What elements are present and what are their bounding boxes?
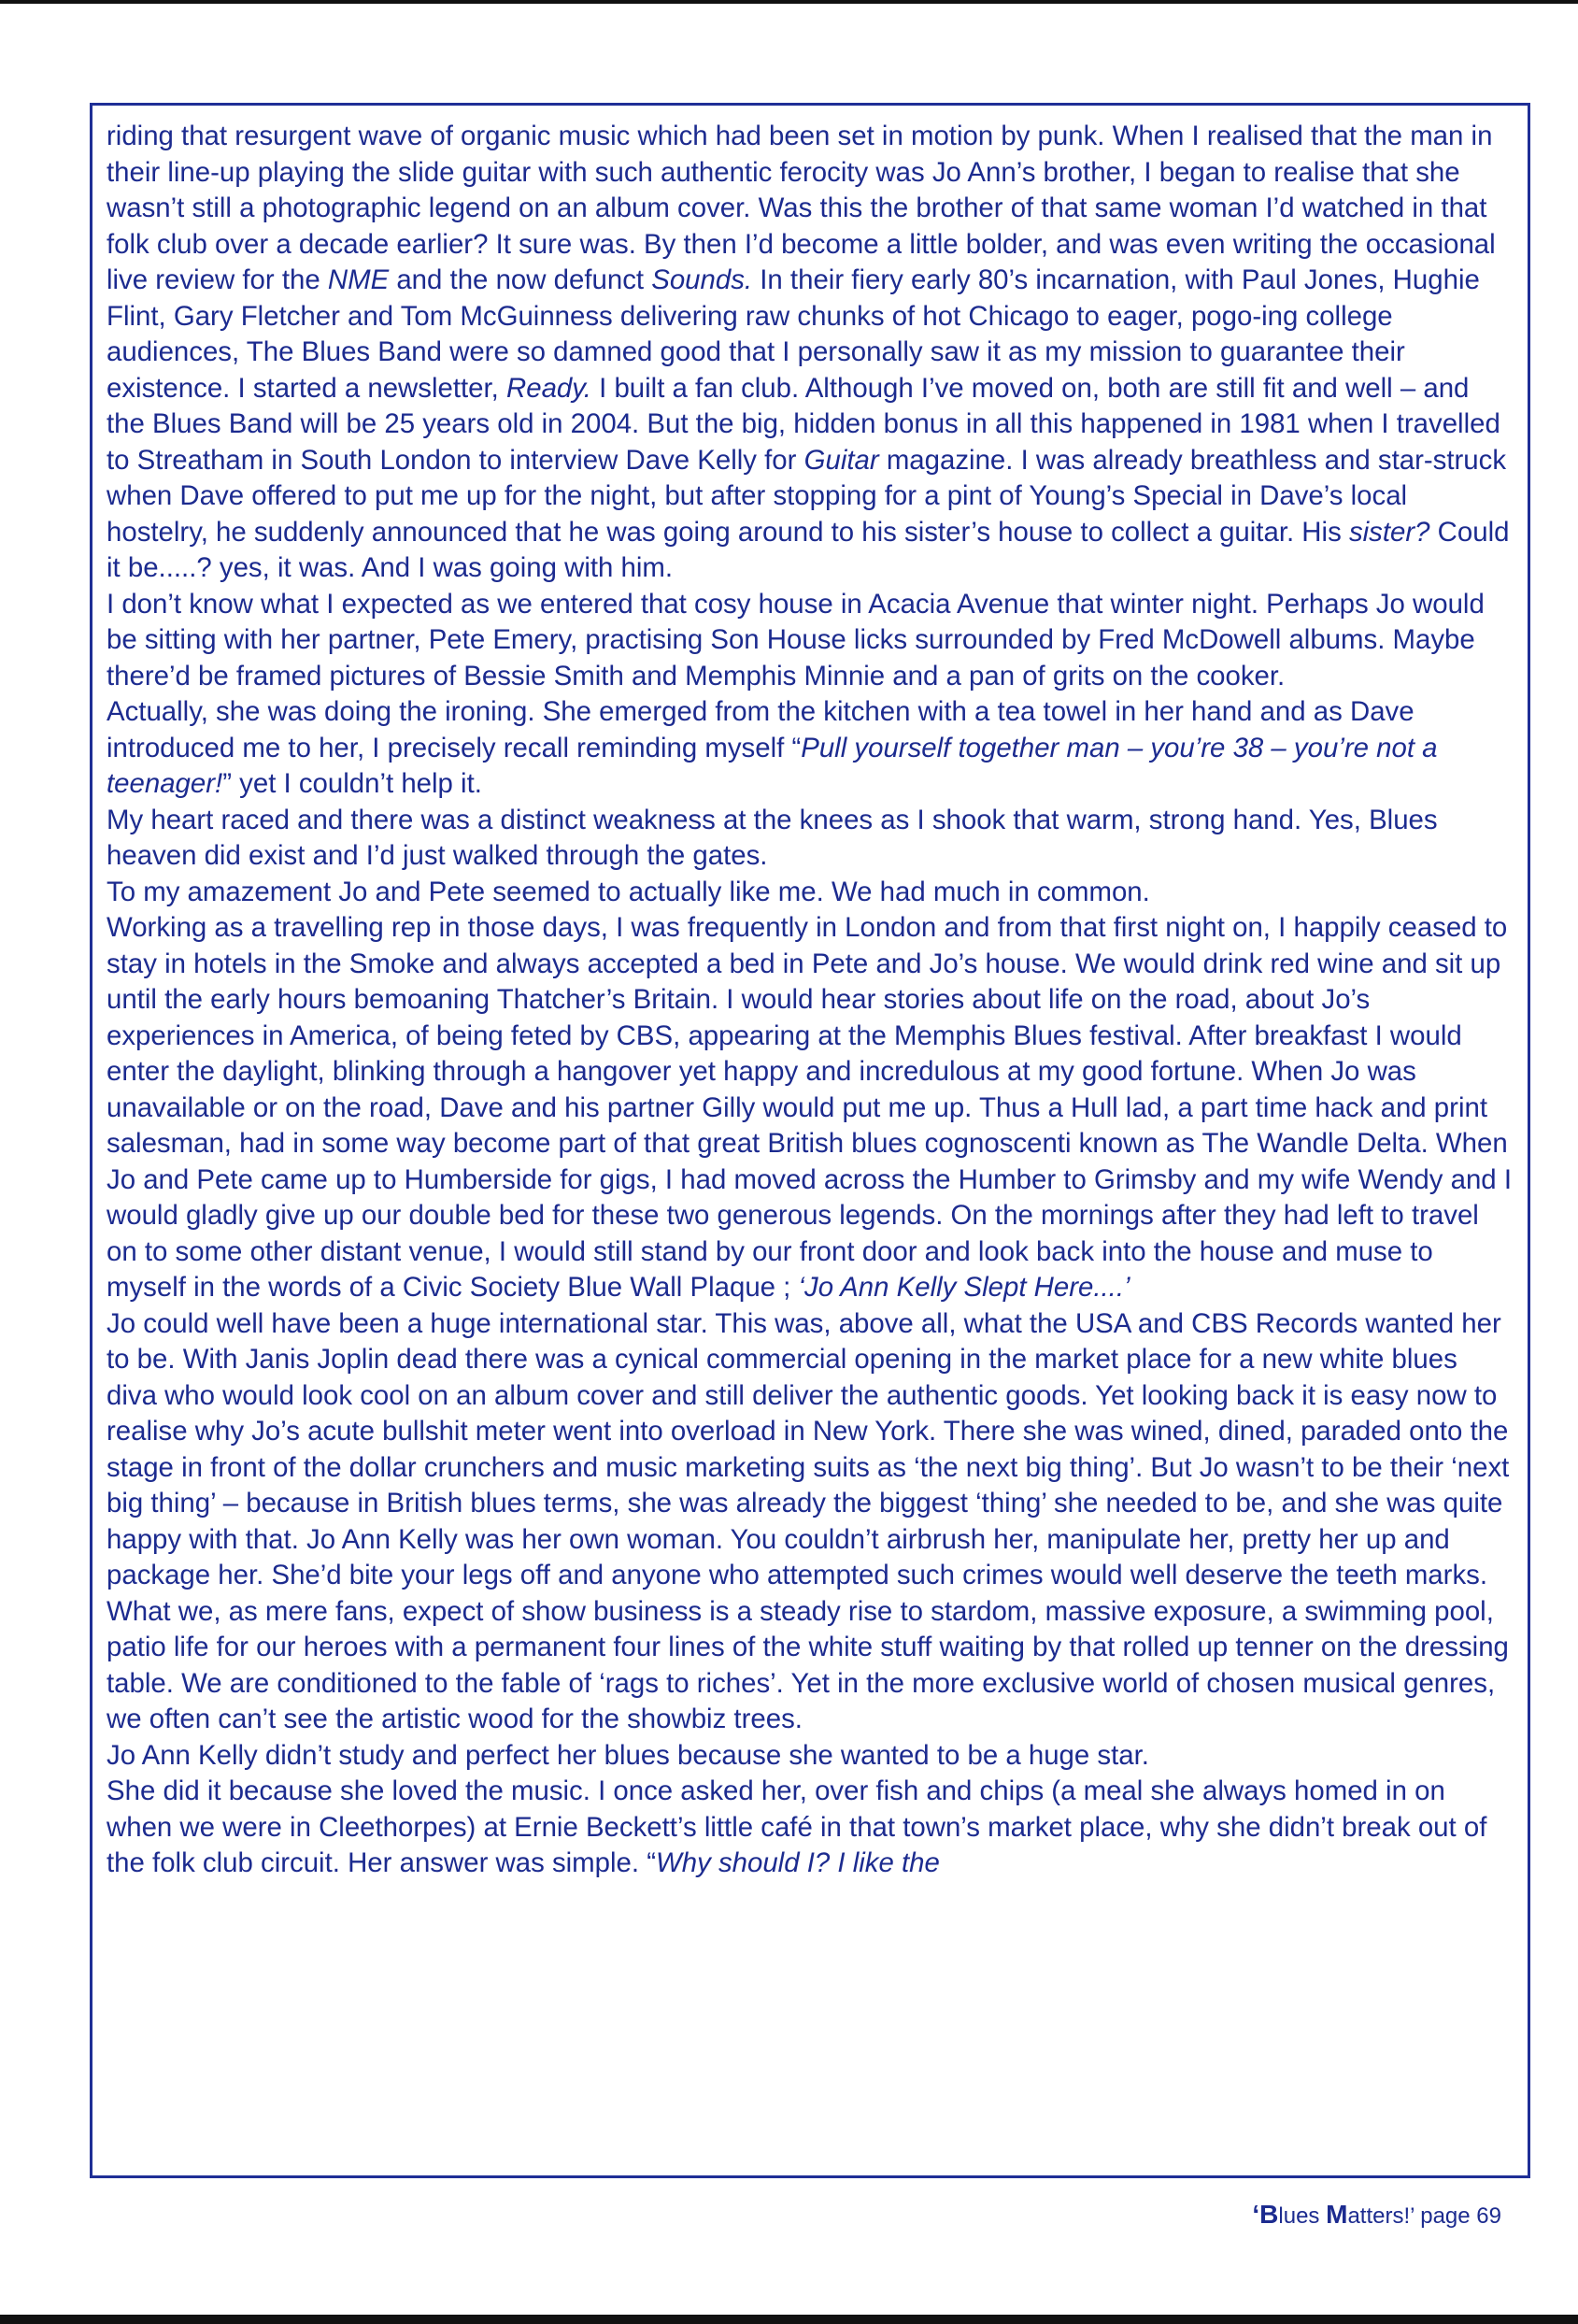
article-paragraph — [107, 1738, 1513, 1775]
article-paragraph — [107, 587, 1513, 695]
italic-text: Pull yourself together man – you’re 38 – you’re not a teenager! — [107, 732, 1438, 799]
italic-text: Guitar — [803, 444, 879, 476]
text-run: To my amazement Jo and Pete seemed to actually like me. We had much in common. — [107, 876, 1150, 907]
text-run: Jo Ann Kelly didn’t study and perfect her blues because she wanted to be a huge star. — [107, 1739, 1149, 1771]
text-run: My heart raced and there was a distinct weakness at the knees as I shook that warm, strong hand. Yes, Blues heaven did exist and I’d just walked through the gates. — [107, 804, 1438, 871]
article-paragraph — [107, 1774, 1513, 1882]
article-paragraph — [107, 694, 1513, 803]
text-run: Jo could well have been a huge international star. This was, above all, what the USA and CBS Records wanted her to be. With Janis Joplin dead there was a cynical commercial opening in the market place for a new white blues diva who would look cool on an album cover and still deliver the authentic goods. Yet looking back it is easy now to realise why Jo’s acute bullshit meter went into overload in New York. There she was wined, dined, paraded onto the stage in front of the dollar crunchers and music marketing suits as ‘the next big thing’. But Jo wasn’t to be their ‘next big thing’ – because in British blues terms, she was already the biggest ‘thing’ she needed to be, and she was quite happy with that. Jo Ann Kelly was her own woman. You couldn’t airbrush her, manipulate her, pretty her up and package her. She’d bite your legs off and anyone who attempted such crimes would well deserve the teeth marks. — [107, 1307, 1510, 1590]
text-run: In their fiery early 80’s incarnation, with Paul Jones, Hughie Flint, Gary Fletcher and Tom McGuinness delivering raw chunks of hot Chicago to eager, pogo-ing college audiences, The Blues Band were so damned good that I personally saw it as my mission to guarantee their existence. I started a newsletter, — [107, 264, 1480, 404]
text-run: Actually, she was doing the ironing. She emerged from the kitchen with a tea towel in her hand and as Dave introduced me to her, I precisely recall reminding myself “ — [107, 696, 1415, 763]
text-run: riding that resurgent wave of organic music which had been set in motion by punk. When I realised that the man in their line-up playing the slide guitar with such authentic ferocity was Jo Ann’s brother, I began to realise that she wasn’t still a photographic legend on an album cover. Was this the brother of that same woman I’d watched in that folk club over a decade earlier? It sure was. By then I’d become a little bolder, and was even writing the occasional live review for the — [107, 121, 1496, 295]
text-run: ” yet I couldn’t help it. — [222, 768, 482, 799]
footer-page-label: atters!’ page 69 — [1347, 2203, 1501, 2229]
article-paragraph — [107, 1594, 1513, 1738]
footer-quote: ‘ — [1252, 2200, 1260, 2229]
text-run: I built a fan club. Although I’ve moved on, both are still fit and well – and the Blues Band will be 25 years old in 2004. But the big, hidden bonus in all this happened in 1981 when I travelled to Streatham in South London to interview Dave Kelly for — [107, 372, 1500, 476]
text-run: What we, as mere fans, expect of show business is a steady rise to stardom, massive exposure, a swimming pool, patio life for our heroes with a permanent four lines of the white stuff waiting by that rolled up tenner on the dressing table. We are conditioned to the fable of ‘rags to riches’. Yet in the more exclusive world of chosen musical genres, we often can’t see the artistic wood for the showbiz trees. — [107, 1595, 1509, 1734]
footer-lues: lues — [1278, 2203, 1327, 2229]
text-run: Working as a travelling rep in those days, I was frequently in London and from that first night on, I happily ceased to stay in hotels in the Smoke and always accepted a bed in Pete and Jo’s house. We would drink red wine and sit up until the early hours bemoaning Thatcher’s Britain. I would hear stories about life on the road, about Jo’s experiences in America, of being feted by CBS, appearing at the Memphis Blues festival. After breakfast I would enter the daylight, blinking through a hangover yet happy and incredulous at my good fortune. When Jo was unavailable or on the road, Dave and his partner Gilly would put me up. Thus a Hull lad, a part time hack and print salesman, had in some way become part of that great British blues cognoscenti known as The Wandle Delta. When Jo and Pete came up to Humberside for gigs, I had moved across the Humber to Grimsby and my wife Wendy and I would gladly give up our double bed for these two generous legends. On the mornings after they had left to travel on to some other distant venue, I would still stand by our front door and look back into the house and muse to myself in the words of a Civic Society Blue Wall Plaque ; — [107, 912, 1512, 1303]
article-paragraph — [107, 119, 1513, 587]
italic-text: Ready. — [506, 372, 591, 404]
italic-text: NME — [327, 264, 390, 295]
text-run: I don’t know what I expected as we entered that cosy house in Acacia Avenue that winter night. Perhaps Jo would be sitting with her partner, Pete Emery, practising Son House licks surrounded by Fred McDowell albums. Maybe there’d be framed pictures of Bessie Smith and Memphis Minnie and a pan of grits on the cooker. — [107, 588, 1485, 691]
footer-m: M — [1326, 2200, 1348, 2229]
italic-text: Why should I? I like the — [656, 1847, 940, 1878]
article-body — [107, 119, 1513, 1882]
article-paragraph — [107, 910, 1513, 1306]
italic-text: Sounds. — [651, 264, 753, 295]
text-run: and the now defunct — [389, 264, 652, 295]
page-footer — [1252, 2200, 1501, 2230]
text-run: magazine. I was already breathless and star-struck when Dave offered to put me up for the night, but after stopping for a pint of Young’s Special in Dave’s local hostelry, he suddenly announced that he was going around to his sister’s house to collect a guitar. His — [107, 444, 1507, 548]
bottom-rule — [0, 2315, 1578, 2324]
text-run: She did it because she loved the music. I once asked her, over fish and chips (a meal she always homed in on when we were in Cleethorpes) at Ernie Beckett’s little café in that town’s market place, why she didn’t break out of the folk club circuit. Her answer was simple. “ — [107, 1775, 1487, 1878]
article-frame — [90, 103, 1530, 2178]
article-paragraph — [107, 875, 1513, 911]
article-paragraph — [107, 803, 1513, 875]
top-rule — [0, 0, 1578, 4]
text-run: Could it be.....? yes, it was. And I was going with him. — [107, 516, 1510, 583]
italic-text: ‘Jo Ann Kelly Slept Here....’ — [798, 1272, 1130, 1303]
italic-text: sister? — [1348, 516, 1430, 548]
footer-b: B — [1259, 2200, 1279, 2229]
article-paragraph — [107, 1306, 1513, 1594]
